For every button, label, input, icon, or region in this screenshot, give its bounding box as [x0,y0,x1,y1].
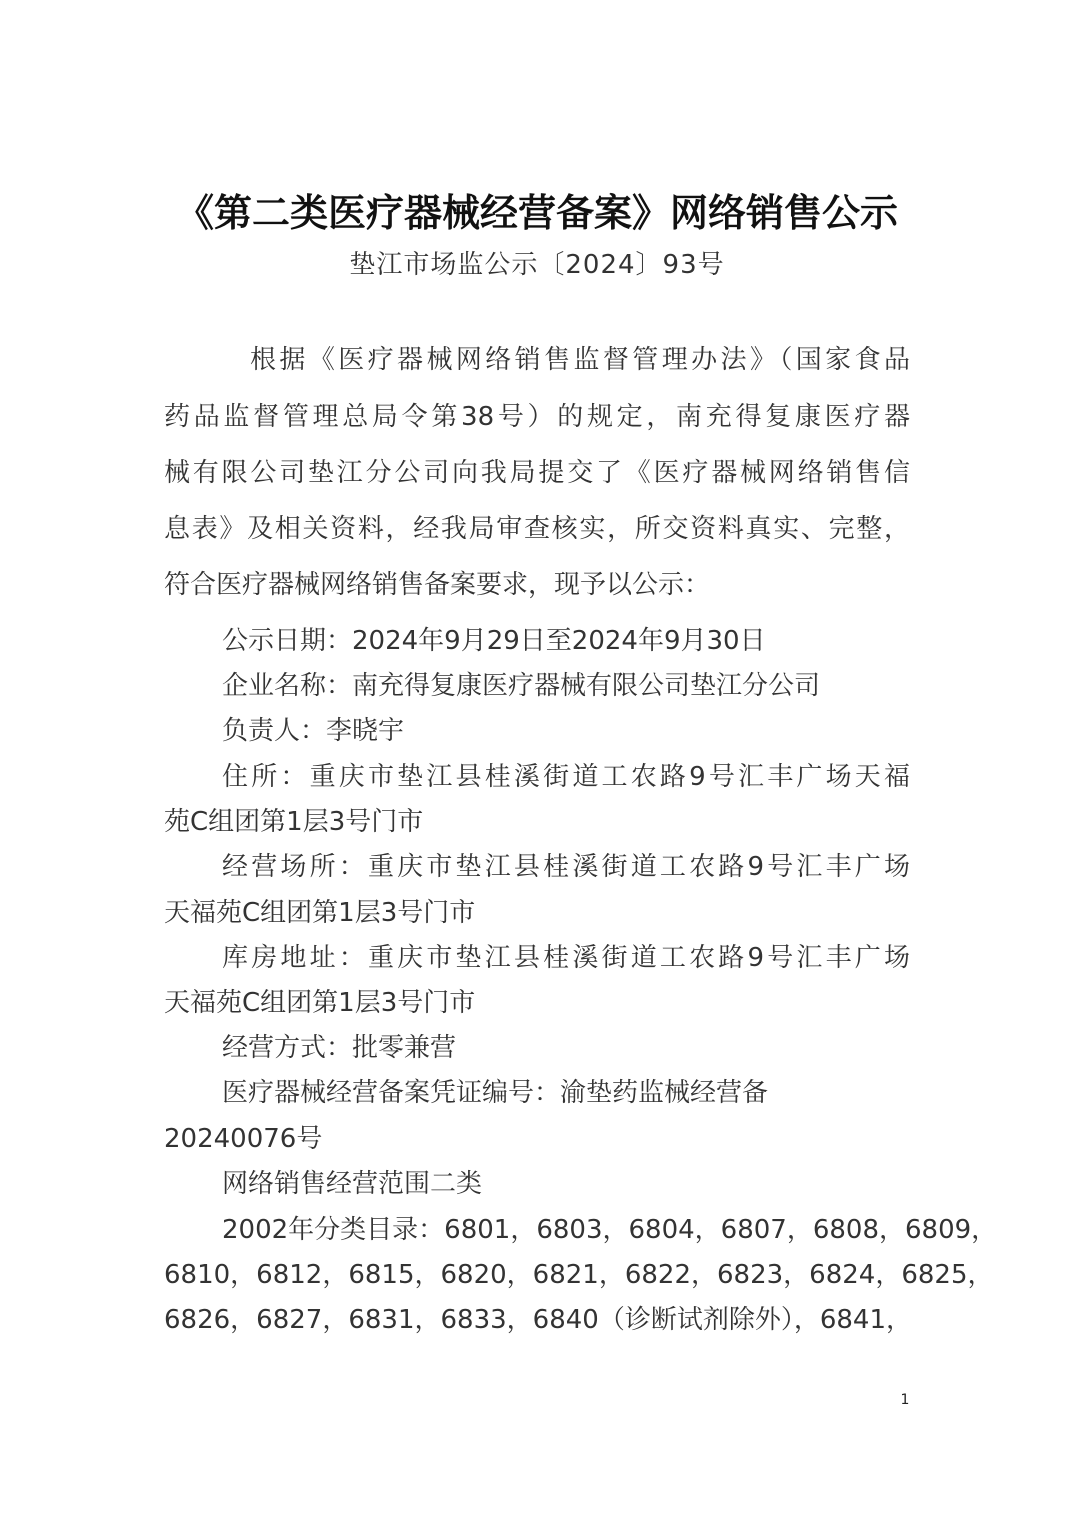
page-number: 1 [900,1392,910,1408]
catalog-line: 6826，6827，6831，6833，6840（诊断试剂除外），6841， [164,1305,913,1335]
warehouse-address-line: 天福苑C组团第1层3号门市 [164,988,476,1018]
body-line: 根据《医疗器械网络销售监督管理办法》（国家食品 [250,345,910,375]
business-premises-line: 天福苑C组团第1层3号门市 [164,898,476,928]
business-mode: 经营方式：批零兼营 [222,1033,457,1063]
body-line: 械有限公司垫江分公司向我局提交了《医疗器械网络销售信 [164,458,910,488]
document-number: 垫江市场监公示〔2024〕93号 [349,250,725,280]
residence-line: 住所：重庆市垫江县桂溪街道工农路9号汇丰广场天福 [222,762,910,792]
body-line: 符合医疗器械网络销售备案要求，现予以公示： [164,570,711,600]
filing-number-line: 20240076号 [164,1124,323,1154]
sales-scope-heading: 网络销售经营范围二类 [222,1169,483,1199]
filing-number-line: 医疗器械经营备案凭证编号：渝垫药监械经营备 [222,1078,769,1108]
person-in-charge: 负责人：李晓宇 [222,716,405,746]
notice-date: 公示日期：2024年9月29日至2024年9月30日 [222,626,766,656]
business-premises-line: 经营场所：重庆市垫江县桂溪街道工农路9号汇丰广场 [222,852,910,882]
body-line: 息表》及相关资料，经我局审查核实，所交资料真实、完整， [164,514,910,544]
company-name: 企业名称：南充得复康医疗器械有限公司垫江分公司 [222,671,821,701]
body-line: 药品监督管理总局令第38号）的规定，南充得复康医疗器 [164,402,910,432]
catalog-line: 6810，6812，6815，6820，6821，6822，6823，6824，6825， [164,1260,994,1290]
catalog-line: 2002年分类目录：6801，6803，6804，6807，6808，6809， [222,1215,998,1245]
warehouse-address-line: 库房地址：重庆市垫江县桂溪街道工农路9号汇丰广场 [222,943,910,973]
residence-line: 苑C组团第1层3号门市 [164,807,424,837]
document-title: 《第二类医疗器械经营备案》网络销售公示 [175,191,898,235]
